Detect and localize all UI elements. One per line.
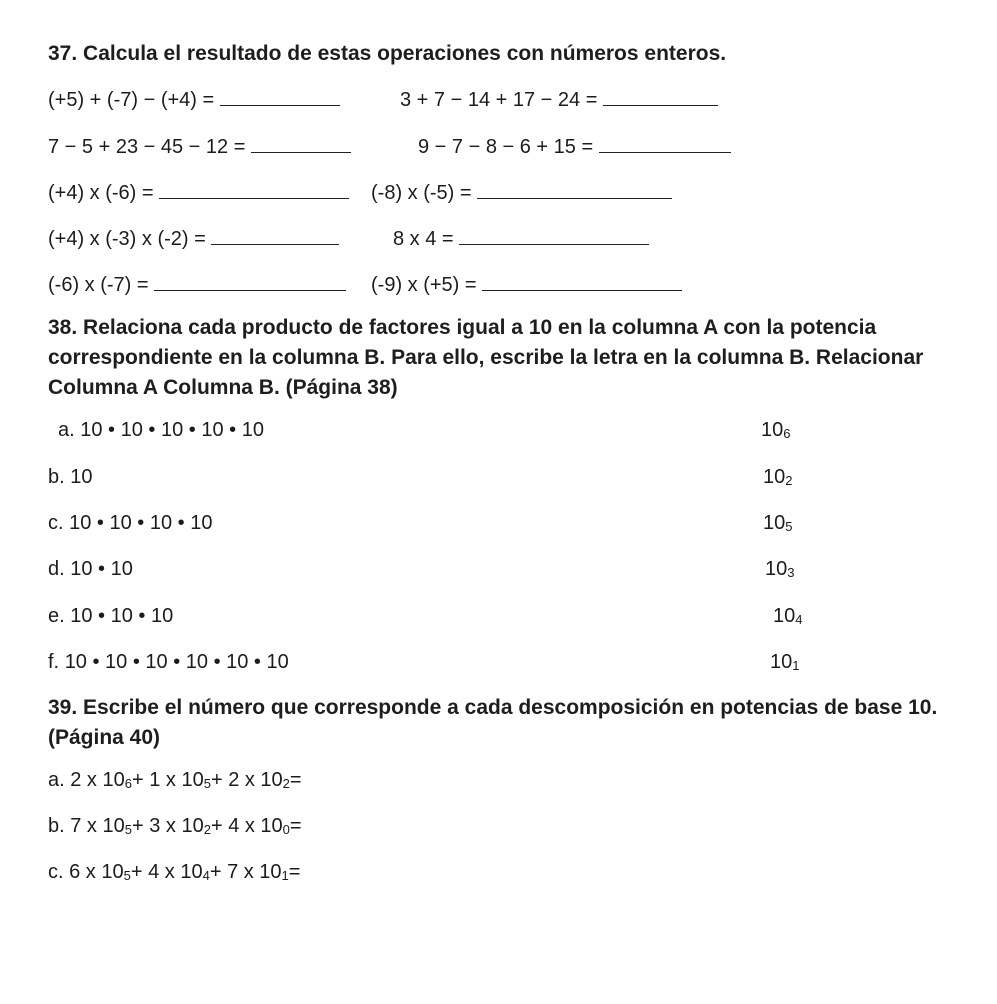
decomposition-a: a. 2 x 106+ 1 x 105+ 2 x 102= [48,769,302,791]
match-row-b-expr: b. 10 [48,466,93,488]
answer-blank[interactable] [482,272,682,291]
operation-37-2b: 9 − 7 − 8 − 6 + 15 = [418,134,731,159]
match-row-a-power: 106 [761,419,791,441]
answer-blank[interactable] [159,180,349,199]
exercise-38-title: 38. Relaciona cada producto de factores igual a 10 en la columna A con la potencia correspondiente en la columna B. Para ello, escribe la letra en la columna B. Relacionar Columna A Columna B. (Página 38) [48,316,924,399]
match-row-d-power: 103 [765,558,795,580]
match-row-e-power: 104 [773,605,803,627]
operation-37-5b: (-9) x (+5) = [371,272,682,297]
answer-blank[interactable] [251,134,351,153]
answer-blank[interactable] [603,87,718,106]
decomposition-c: c. 6 x 105+ 4 x 104+ 7 x 101= [48,861,301,883]
match-row-e-expr: e. 10 • 10 • 10 [48,605,174,627]
operation-37-1a: (+5) + (-7) − (+4) = [48,87,340,112]
match-row-c-expr: c. 10 • 10 • 10 • 10 [48,512,213,534]
match-row-a-expr: a. 10 • 10 • 10 • 10 • 10 [58,419,264,441]
match-row-f-expr: f. 10 • 10 • 10 • 10 • 10 • 10 [48,651,289,673]
operation-37-3b: (-8) x (-5) = [371,180,672,205]
operation-37-3a: (+4) x (-6) = [48,180,349,205]
answer-blank[interactable] [211,226,339,245]
decomposition-b: b. 7 x 105+ 3 x 102+ 4 x 100= [48,815,302,837]
answer-blank[interactable] [459,226,649,245]
match-row-b-power: 102 [763,466,793,488]
operation-37-2a: 7 − 5 + 23 − 45 − 12 = [48,134,351,159]
exercise-37-title: 37. Calcula el resultado de estas operaciones con números enteros. [48,42,727,65]
match-row-c-power: 105 [763,512,793,534]
answer-blank[interactable] [154,272,346,291]
exercise-39-title: 39. Escribe el número que corresponde a cada descomposición en potencias de base 10. (Página 40) [48,696,938,749]
operation-37-4b: 8 x 4 = [393,226,649,251]
operation-37-4a: (+4) x (-3) x (-2) = [48,226,339,251]
answer-blank[interactable] [477,180,672,199]
answer-blank[interactable] [220,87,340,106]
match-row-d-expr: d. 10 • 10 [48,558,133,580]
operation-37-5a: (-6) x (-7) = [48,272,346,297]
operation-37-1b: 3 + 7 − 14 + 17 − 24 = [400,87,718,112]
answer-blank[interactable] [599,134,731,153]
match-row-f-power: 101 [770,651,800,673]
